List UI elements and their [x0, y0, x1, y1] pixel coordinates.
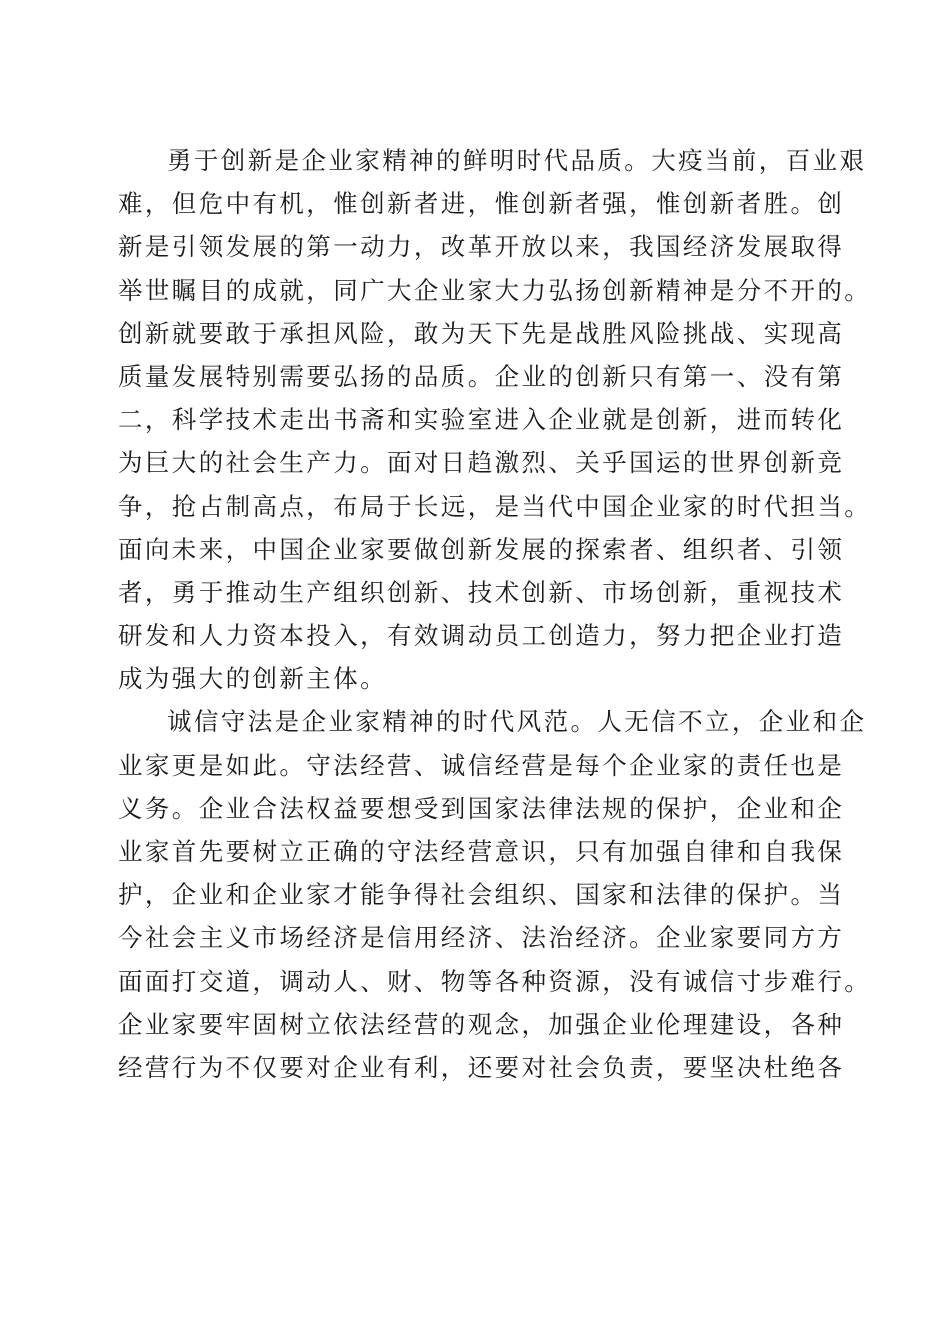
text-line: 研发和人力资本投入，有效调动员工创造力，努力把企业打造	[118, 621, 845, 651]
text-line: 面向未来，中国企业家要做创新发展的探索者、组织者、引领	[118, 534, 845, 564]
text-line: 义务。企业合法权益要想受到国家法律法规的保护，企业和企	[118, 793, 845, 823]
text-line: 成为强大的创新主体。	[118, 664, 387, 694]
body-text	[118, 139, 872, 1089]
text-line: 新是引领发展的第一动力，改革开放以来，我国经济发展取得	[118, 232, 845, 262]
text-line: 争，抢占制高点，布局于长远，是当代中国企业家的时代担当。	[118, 491, 872, 521]
text-line: 诚信守法是企业家精神的时代风范。人无信不立，企业和企	[167, 707, 867, 737]
text-line: 创新就要敢于承担风险，敢为天下先是战胜风险挑战、实现高	[118, 318, 845, 348]
text-line: 今社会主义市场经济是信用经济、法治经济。企业家要同方方	[118, 923, 845, 953]
text-line: 业家更是如此。守法经营、诚信经营是每个企业家的责任也是	[118, 750, 845, 780]
paragraph-integrity	[118, 700, 872, 1089]
text-line: 质量发展特别需要弘扬的品质。企业的创新只有第一、没有第	[118, 361, 845, 391]
text-line: 企业家要牢固树立依法经营的观念，加强企业伦理建设，各种	[118, 1009, 845, 1039]
text-line: 举世瞩目的成就，同广大企业家大力弘扬创新精神是分不开的。	[118, 275, 872, 305]
text-line: 勇于创新是企业家精神的鲜明时代品质。大疫当前，百业艰	[167, 146, 867, 175]
text-line: 二，科学技术走出书斋和实验室进入企业就是创新，进而转化	[118, 405, 845, 435]
text-line: 护，企业和企业家才能争得社会组织、国家和法律的保护。当	[118, 880, 845, 910]
text-line: 者，勇于推动生产组织创新、技术创新、市场创新，重视技术	[118, 577, 845, 607]
text-line: 为巨大的社会生产力。面对日趋激烈、关乎国运的世界创新竞	[118, 448, 845, 478]
text-line: 难，但危中有机，惟创新者进，惟创新者强，惟创新者胜。创	[118, 189, 845, 219]
paragraph-innovation	[118, 139, 872, 700]
text-line: 业家首先要树立正确的守法经营意识，只有加强自律和自我保	[118, 837, 845, 866]
text-line: 经营行为不仅要对企业有利，还要对社会负责，要坚决杜绝各	[118, 1052, 845, 1082]
text-line: 面面打交道，调动人、财、物等各种资源，没有诚信寸步难行。	[118, 966, 872, 996]
